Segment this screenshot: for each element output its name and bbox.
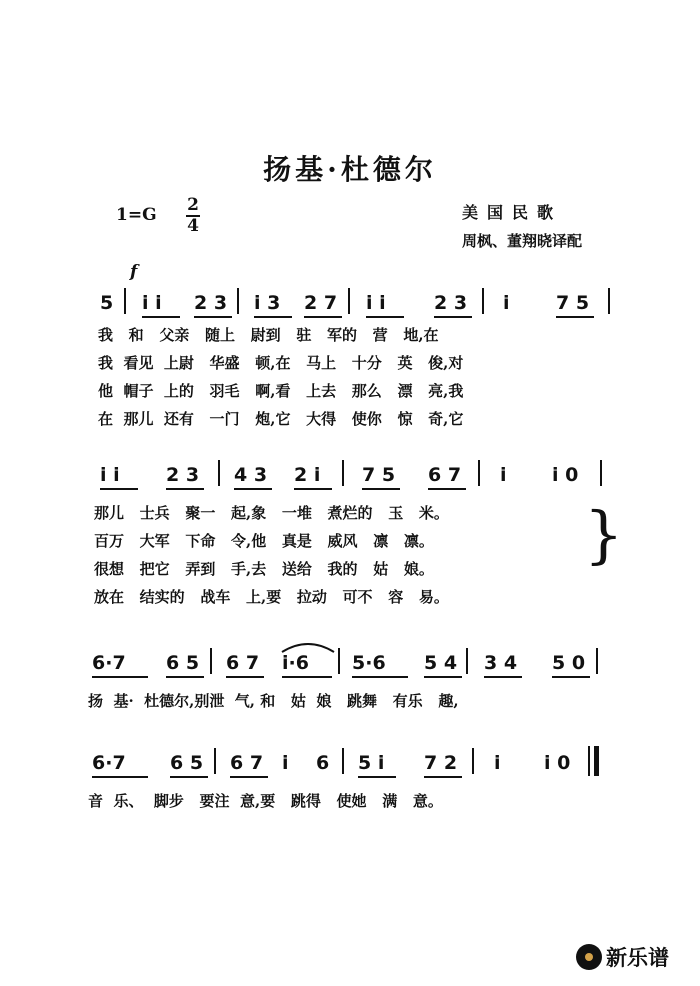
beam-line [166,488,204,490]
notation-row [0,740,700,774]
note-group: 5 [100,292,114,314]
key-signature: 1=G [116,205,157,225]
note-group: 6 7 [428,464,462,486]
note-group: 7 5 [362,464,396,486]
beam-line [484,676,522,678]
beam-line [556,316,594,318]
final-barline-thin [588,746,590,776]
barline [466,648,468,674]
beam-line [294,488,332,490]
meter-top: 2 [187,195,199,215]
logo-text: 新乐谱 [606,946,669,970]
note-group: i [500,464,507,486]
beam-line [234,488,272,490]
note-group: 2 3 [434,292,468,314]
lyric-verse-3: 很想 把它 弄到 手,去 送给 我的 姑 娘。 [94,560,434,578]
meter-bottom: 4 [187,216,199,236]
beam-line [358,776,396,778]
note-group: i 0 [552,464,579,486]
time-signature [184,196,202,236]
final-barline-thick [594,746,599,776]
lyric-verse-1: 那儿 士兵 聚一 起,象 一堆 煮烂的 玉 米。 [94,504,449,522]
beam-line [366,316,404,318]
barline [342,460,344,486]
beam-line [170,776,208,778]
note-group: 2 3 [194,292,228,314]
note-group: 6·7 [92,752,126,774]
slur-mark [278,636,338,654]
note-group: 6 5 [170,752,204,774]
beam-line [362,488,400,490]
note-group: i i [142,292,162,314]
note-group: i [282,752,289,774]
barline [218,460,220,486]
song-title: 扬基·杜德尔 [263,153,437,186]
note-group: i [503,292,510,314]
note-group: i·6 [282,652,309,674]
notation-row [0,640,700,674]
beam-line [92,776,148,778]
note-group: 6·7 [92,652,126,674]
notation-row [0,280,700,314]
barline [124,288,126,314]
lyric-verse-3: 他 帽子 上的 羽毛 啊,看 上去 那么 漂 亮,我 [98,382,464,400]
beam-line [282,676,332,678]
note-group: i i [100,464,120,486]
site-logo [576,942,669,972]
note-group: 3 4 [484,652,518,674]
song-origin: 美国民歌 [462,203,563,222]
beam-line [226,676,264,678]
barline [596,648,598,674]
note-group: 2 i [294,464,321,486]
beam-line [254,316,292,318]
barline [210,648,212,674]
beam-line [230,776,268,778]
barline [608,288,610,314]
note-group: 6 7 [230,752,264,774]
lyric-verse-2: 百万 大军 下命 令,他 真是 威风 凛 凛。 [94,532,434,550]
barline [600,460,602,486]
lyric-line: 扬 基· 杜德尔,别泄 气, 和 姑 娘 跳舞 有乐 趣, [88,692,459,710]
lyric-verse-2: 我 看见 上尉 华盛 顿,在 马上 十分 英 俊,对 [98,354,464,372]
barline [237,288,239,314]
note-group: 6 5 [166,652,200,674]
beam-line [424,676,462,678]
lyric-line: 音 乐、 脚步 要注 意,要 跳得 使她 满 意。 [88,792,443,810]
note-group: 2 3 [166,464,200,486]
beam-line [428,488,466,490]
note-group: 6 7 [226,652,260,674]
barline [214,748,216,774]
barline [338,648,340,674]
lyric-verse-4: 放在 结实的 战车 上,要 拉动 可不 容 易。 [94,588,449,606]
note-group: 2 7 [304,292,338,314]
lyric-verse-1: 我 和 父亲 随上 尉到 驻 军的 营 地,在 [98,326,439,344]
note-group: i 3 [254,292,281,314]
note-group: 7 2 [424,752,458,774]
beam-line [166,676,204,678]
note-group: 5·6 [352,652,386,674]
beam-line [194,316,232,318]
lyric-verse-4: 在 那儿 还有 一门 炮,它 大得 使你 惊 奇,它 [98,410,464,428]
beam-line [92,676,148,678]
beam-line [434,316,472,318]
note-group: 4 3 [234,464,268,486]
beam-line [352,676,408,678]
note-group: 7 5 [556,292,590,314]
dynamic-marking: f [130,262,138,282]
repeat-brace: } [584,498,624,571]
note-group: 5 i [358,752,385,774]
note-group: i [494,752,501,774]
vinyl-record-icon [576,944,602,970]
beam-line [142,316,180,318]
note-group: i 0 [544,752,571,774]
barline [478,460,480,486]
barline [342,748,344,774]
barline [348,288,350,314]
beam-line [304,316,342,318]
note-group: 6 [316,752,330,774]
beam-line [424,776,462,778]
barline [482,288,484,314]
note-group: i i [366,292,386,314]
notation-row [0,452,700,486]
beam-line [100,488,138,490]
beam-line [552,676,590,678]
arranger-credit: 周枫、董翔晓译配 [462,232,583,250]
barline [472,748,474,774]
note-group: 5 4 [424,652,458,674]
note-group: 5 0 [552,652,586,674]
